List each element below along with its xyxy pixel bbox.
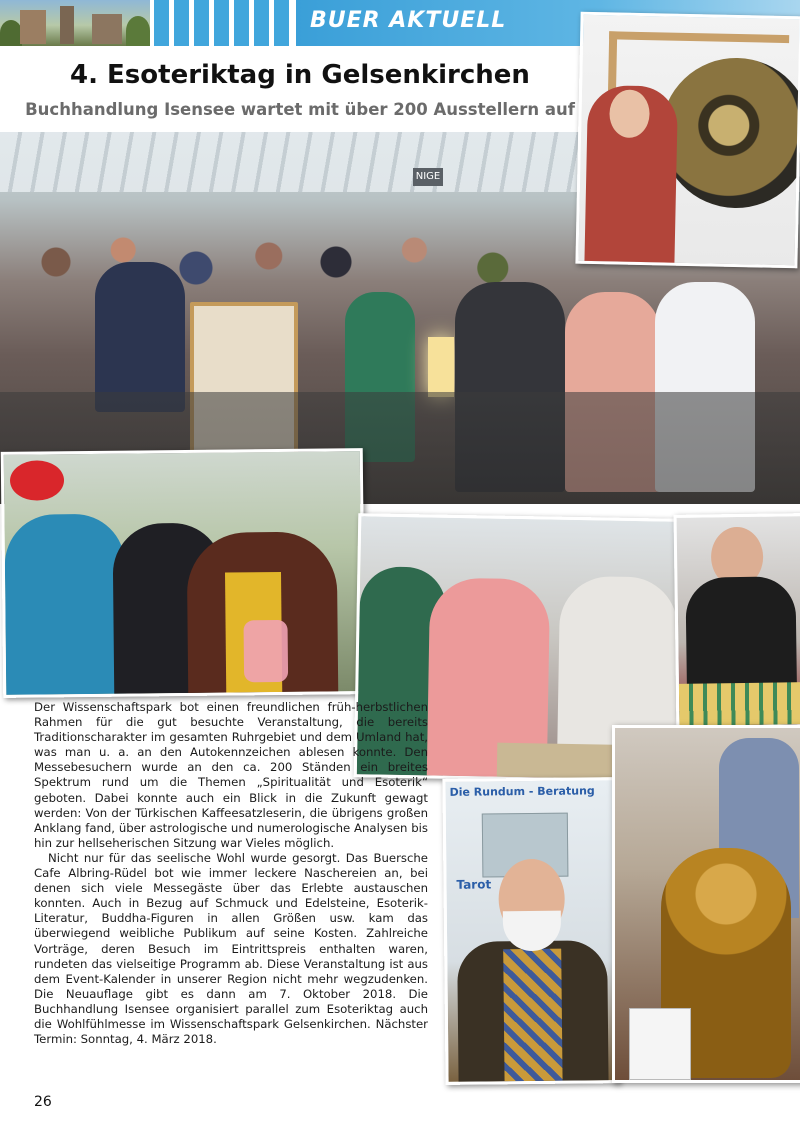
article-body — [34, 700, 428, 1047]
hall-sign: NIGE — [413, 168, 443, 186]
article-paragraph: Der Wissenschaftspark bot einen freundlichen früh-herbstlichen Rahmen für die gut besuchte Veranstaltung, die bereits Traditionscharakter im gesamten Ruhrgebiet und dem Umland hat, was man u. a. an den Autokennzeichen ablesen konnte. Den Messebesuchern wurde an den ca. 200 Ständen ein breites Spektrum rund um die Themen „Spiritualität und Esoterik“ geboten. Dabei konnte auch ein Blick in die Zukunft gewagt werden: Von der Türkischen Kaffeesatzleserin, die übrigens großen Anklang fand, über astrologische und numerologische Analysen bis hin zur hellseherischen Sitzung war Vieles möglich. — [34, 700, 428, 850]
header-stripes — [154, 0, 294, 46]
photo-buddha-statue — [612, 725, 800, 1083]
photo-tarot-reader — [442, 777, 619, 1085]
photo-clowns — [1, 448, 366, 698]
photo-card-reader — [674, 513, 800, 729]
article-paragraph: Nicht nur für das seelische Wohl wurde gesorgt. Das Buersche Cafe Albring-Rüdel bot wie immer leckere Naschereien an, bei denen sich viele Messegäste über das Erlebte austauschen konnten. Auch in Bezug auf Schmuck und Edelsteine, Esoterik-Literatur, Buddha-Figuren in allen Größen usw. kam das überwiegend weibliche Publikum auf seine Kosten. Zahlreiche Vorträge, deren Besuch im Eintrittspreis enthalten waren, rundeten das vielseitige Programm ab. Diese Veranstaltung ist aus dem Event-Kalender in unserer Region nicht mehr wegzudenken. Die Neuauflage gibt es dann am 7. Oktober 2018. Die Buchhandlung Isensee organisiert parallel zum Esoteriktag auch die Wohlfühlmesse im Wissenschaftspark Gelsenkirchen. Nächster Termin: Sonntag, 4. März 2018. — [34, 850, 428, 1047]
tarot-label: Tarot — [456, 877, 492, 892]
article-subtitle: Buchhandlung Isensee wartet mit über 200 Ausstellern auf — [25, 100, 575, 119]
tarot-sign: Die Rundum - Beratung — [449, 784, 595, 799]
header-town-photo — [0, 0, 150, 46]
article-title: 4. Esoteriktag in Gelsenkirchen — [70, 60, 530, 90]
photo-gong-woman — [575, 12, 800, 269]
page-number: 26 — [34, 1094, 52, 1110]
section-title: BUER AKTUELL — [310, 8, 507, 33]
